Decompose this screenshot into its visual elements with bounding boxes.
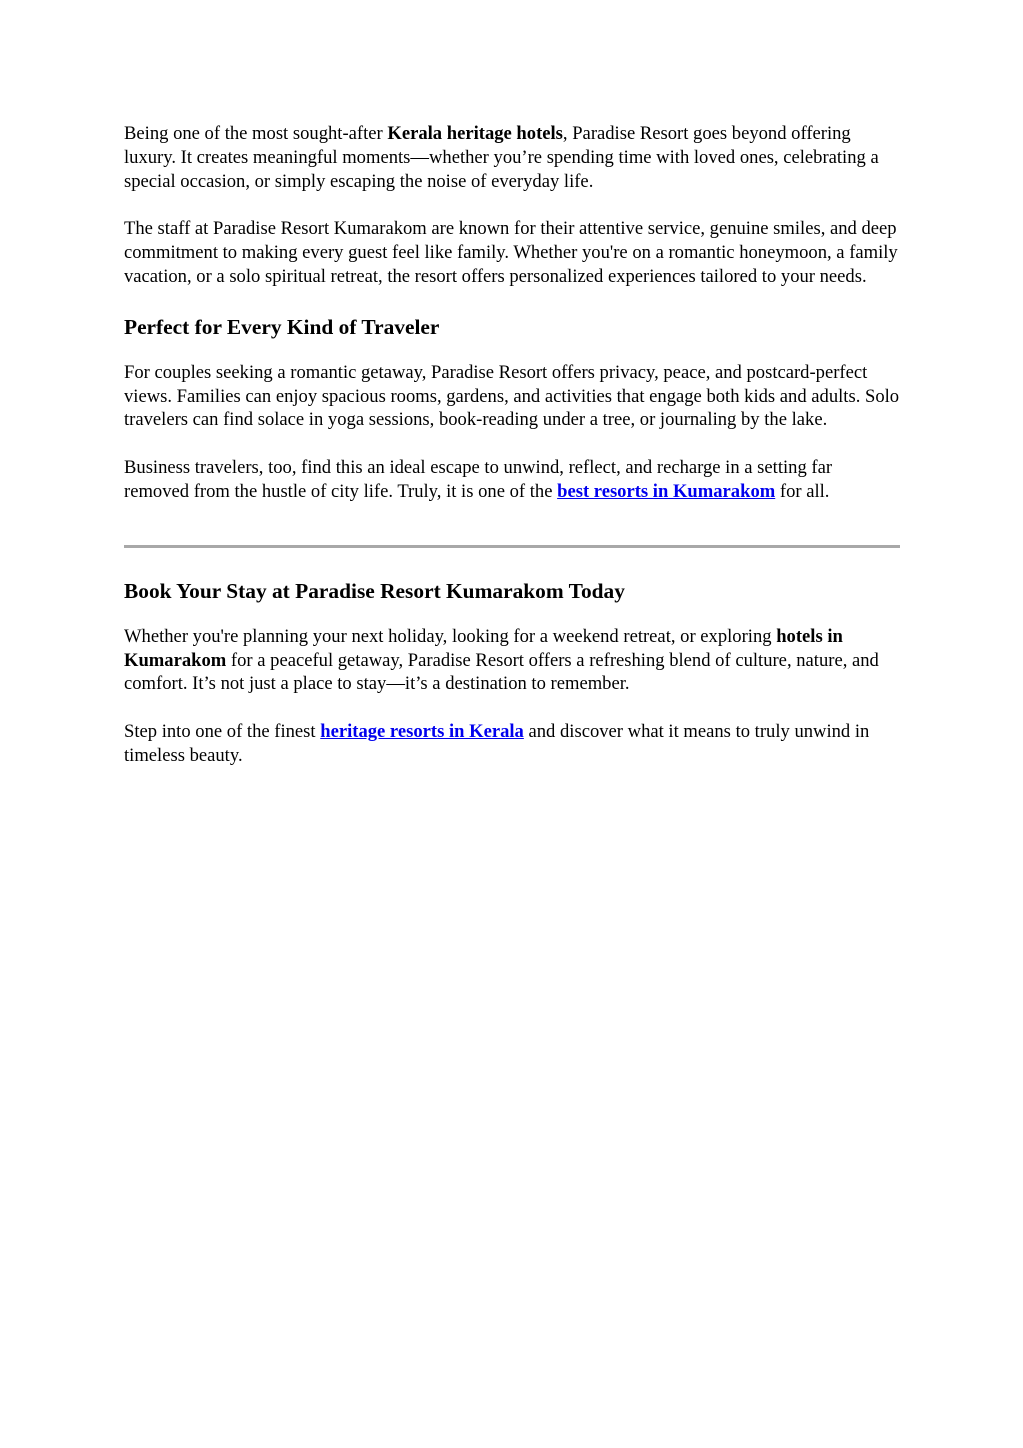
best-resorts-kumarakom-link[interactable]: best resorts in Kumarakom [557, 480, 776, 502]
traveler-paragraph-couples: For couples seeking a romantic getaway, Paradise Resort offers privacy, peace, and postcard-perfect views. Families can enjoy spacious rooms, gardens, and activities that engage both kids and adults. Solo travelers can find solace in yoga sessions, book-reading under a tree, or journaling by the lake. [124, 361, 900, 431]
book-paragraph-planning [124, 625, 900, 696]
section-divider [124, 545, 900, 548]
book-paragraph-step-into [124, 720, 900, 768]
intro-paragraph-staff: The staff at Paradise Resort Kumarakom are known for their attentive service, genuine smiles, and deep commitment to making every guest feel like family. Whether you're on a romantic honeymoon, a family vacation, or a solo spiritual retreat, the resort offers personalized experiences tailored to your needs. [124, 218, 898, 287]
book-p2-text-start: Step into one of the finest [124, 721, 321, 743]
document-page [124, 122, 900, 768]
heading-every-traveler: Perfect for Every Kind of Traveler [124, 314, 440, 339]
intro-p1-text-start: Being one of the most sought-after [124, 123, 388, 144]
traveler-paragraph-business [124, 456, 900, 504]
book-p1-text-start: Whether you're planning your next holiday, looking for a weekend retreat, or exploring [124, 625, 777, 647]
intro-p1-text-end: , Paradise Resort goes beyond offering luxury. It creates meaningful moments—whether you’re spending time with loved ones, celebrating a special occasion, or simply escaping the noise of everyday life. [124, 123, 879, 192]
book-p2-text-end: and discover what it means to truly unwind in timeless beauty. [124, 721, 870, 766]
heritage-resorts-kerala-link[interactable]: heritage resorts in Kerala [320, 721, 524, 743]
traveler-p2-text-start: Business travelers, too, find this an ideal escape to unwind, reflect, and recharge in a setting far removed from the hustle of city life. Truly, it is one of the [124, 457, 833, 502]
book-p1-text-end: for a peaceful getaway, Paradise Resort offers a refreshing blend of culture, nature, and comfort. It’s not just a place to stay—it’s a destination to remember. [124, 649, 879, 695]
traveler-p2-text-end: for all. [775, 480, 830, 502]
kerala-heritage-hotels-bold: Kerala heritage hotels [387, 123, 563, 144]
hotels-in-kumarakom-bold: hotels in Kumarakom [124, 625, 843, 671]
intro-paragraph-heritage [124, 122, 900, 193]
heading-book-your-stay: Book Your Stay at Paradise Resort Kumarakom Today [124, 578, 625, 603]
